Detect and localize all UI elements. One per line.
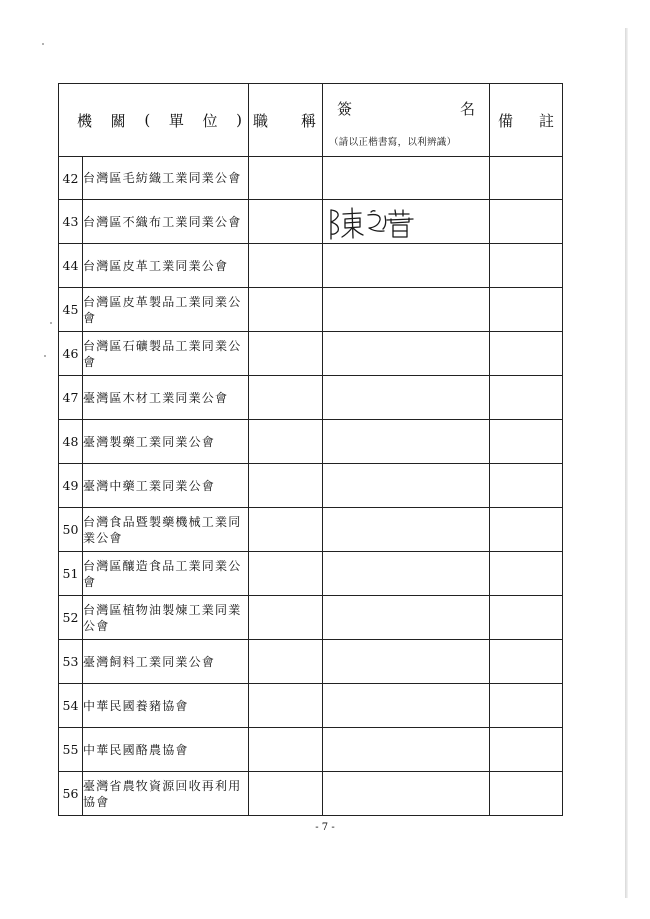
job-title-cell[interactable]: [249, 508, 323, 552]
handwritten-signature: [323, 201, 443, 243]
row-number: 42: [59, 157, 83, 200]
job-title-cell[interactable]: [249, 772, 323, 816]
row-number: 43: [59, 200, 83, 244]
row-number: 56: [59, 772, 83, 816]
job-title-cell[interactable]: [249, 376, 323, 420]
signature-cell[interactable]: [323, 244, 490, 288]
signature-cell[interactable]: [323, 684, 490, 728]
organization-name: 台灣區釀造食品工業同業公會: [83, 552, 249, 596]
header-signature-note: （請以正楷書寫，以利辨識）: [329, 137, 457, 148]
organization-name: 臺灣區木材工業同業公會: [83, 376, 249, 420]
organization-name: 臺灣省農牧資源回收再利用協會: [83, 772, 249, 816]
header-org-char: 單: [168, 111, 184, 130]
row-number: 48: [59, 420, 83, 464]
remarks-cell[interactable]: [490, 464, 563, 508]
header-org-char: 位: [202, 111, 218, 130]
header-signature-char: 簽: [337, 100, 353, 118]
table-row: [59, 508, 563, 552]
organization-name: 台灣食品暨製藥機械工業同業公會: [83, 508, 249, 552]
signature-cell[interactable]: [323, 640, 490, 684]
header-remarks-char: 註: [538, 111, 554, 130]
remarks-cell[interactable]: [490, 728, 563, 772]
signature-cell[interactable]: [323, 157, 490, 200]
table-row: [59, 332, 563, 376]
table-row: [59, 157, 563, 200]
organization-name: 臺灣中藥工業同業公會: [83, 464, 249, 508]
remarks-cell[interactable]: [490, 157, 563, 200]
row-number: 44: [59, 244, 83, 288]
remarks-cell[interactable]: [490, 244, 563, 288]
signature-cell[interactable]: [323, 552, 490, 596]
job-title-cell[interactable]: [249, 332, 323, 376]
table-header-row: [59, 84, 563, 157]
signature-cell[interactable]: [323, 464, 490, 508]
remarks-cell[interactable]: [490, 200, 563, 244]
remarks-cell[interactable]: [490, 508, 563, 552]
header-signature: [323, 84, 490, 157]
organization-name: 台灣區皮革製品工業同業公會: [83, 288, 249, 332]
scan-speck: [42, 43, 44, 45]
signature-cell[interactable]: [323, 376, 490, 420]
table-row: [59, 244, 563, 288]
header-title-char: 稱: [300, 111, 316, 130]
header-signature-char: 名: [459, 100, 475, 118]
row-number: 55: [59, 728, 83, 772]
organization-name: 台灣區植物油製煉工業同業公會: [83, 596, 249, 640]
job-title-cell[interactable]: [249, 728, 323, 772]
organization-name: 中華民國養豬協會: [83, 684, 249, 728]
header-remarks-char: 備: [498, 111, 514, 130]
remarks-cell[interactable]: [490, 376, 563, 420]
signature-cell[interactable]: [323, 508, 490, 552]
remarks-cell[interactable]: [490, 552, 563, 596]
job-title-cell[interactable]: [249, 596, 323, 640]
job-title-cell[interactable]: [249, 464, 323, 508]
organization-name: 台灣區皮革工業同業公會: [83, 244, 249, 288]
job-title-cell[interactable]: [249, 244, 323, 288]
table-row: [59, 728, 563, 772]
header-remarks: [490, 84, 563, 157]
signature-cell[interactable]: [323, 728, 490, 772]
organization-name: 台灣區不織布工業同業公會: [83, 200, 249, 244]
job-title-cell[interactable]: [249, 420, 323, 464]
signature-cell[interactable]: [323, 596, 490, 640]
job-title-cell[interactable]: [249, 288, 323, 332]
header-job-title: [249, 84, 323, 157]
row-number: 53: [59, 640, 83, 684]
row-number: 46: [59, 332, 83, 376]
scan-edge-shadow: [625, 28, 628, 898]
row-number: 52: [59, 596, 83, 640]
table-row: [59, 684, 563, 728]
row-number: 47: [59, 376, 83, 420]
job-title-cell[interactable]: [249, 157, 323, 200]
scan-speck: [44, 355, 46, 357]
remarks-cell[interactable]: [490, 596, 563, 640]
signature-cell[interactable]: [323, 200, 490, 244]
row-number: 51: [59, 552, 83, 596]
page-number: - 7 -: [315, 822, 335, 833]
organization-name: 中華民國酪農協會: [83, 728, 249, 772]
job-title-cell[interactable]: [249, 552, 323, 596]
table-row: [59, 552, 563, 596]
remarks-cell[interactable]: [490, 288, 563, 332]
table-row: [59, 200, 563, 244]
organization-name: 臺灣飼料工業同業公會: [83, 640, 249, 684]
table-row: [59, 288, 563, 332]
row-number: 49: [59, 464, 83, 508]
remarks-cell[interactable]: [490, 640, 563, 684]
table-row: [59, 640, 563, 684]
table-row: [59, 376, 563, 420]
job-title-cell[interactable]: [249, 684, 323, 728]
table-row: [59, 464, 563, 508]
table-row: [59, 596, 563, 640]
header-org-char: 關: [110, 111, 126, 130]
row-number: 54: [59, 684, 83, 728]
table-row: [59, 420, 563, 464]
scan-speck: [50, 322, 52, 324]
organization-name: 臺灣製藥工業同業公會: [83, 420, 249, 464]
remarks-cell[interactable]: [490, 420, 563, 464]
table-row: [59, 772, 563, 816]
header-organization: [59, 84, 249, 157]
signature-cell[interactable]: [323, 420, 490, 464]
job-title-cell[interactable]: [249, 640, 323, 684]
signature-cell[interactable]: [323, 332, 490, 376]
remarks-cell[interactable]: [490, 684, 563, 728]
signature-cell[interactable]: [323, 772, 490, 816]
remarks-cell[interactable]: [490, 772, 563, 816]
signature-sheet-table: [58, 83, 563, 816]
row-number: 50: [59, 508, 83, 552]
row-number: 45: [59, 288, 83, 332]
organization-name: 台灣區石礦製品工業同業公會: [83, 332, 249, 376]
header-org-char: (: [144, 111, 151, 129]
remarks-cell[interactable]: [490, 332, 563, 376]
organization-name: 台灣區毛紡織工業同業公會: [83, 157, 249, 200]
header-org-char: ): [236, 111, 242, 129]
header-title-char: 職: [253, 111, 269, 130]
signature-cell[interactable]: [323, 288, 490, 332]
header-org-char: 機: [77, 111, 93, 130]
job-title-cell[interactable]: [249, 200, 323, 244]
